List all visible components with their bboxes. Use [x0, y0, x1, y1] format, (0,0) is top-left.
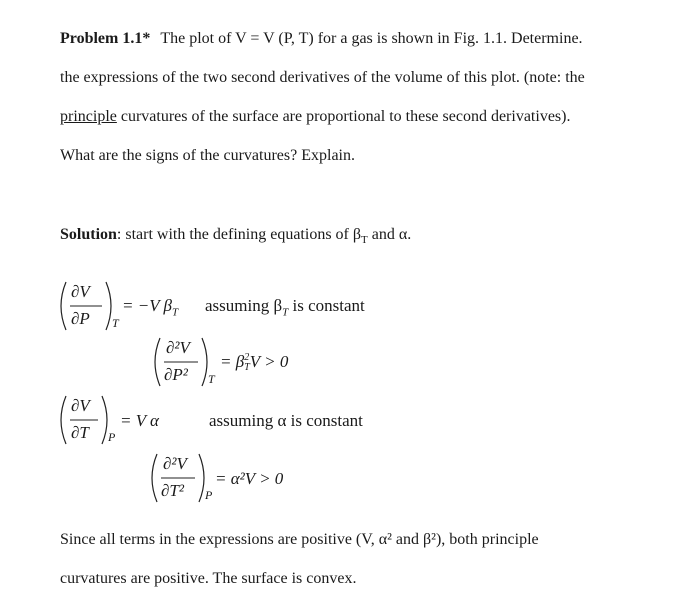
equation-2-numerator: ∂²V	[166, 338, 190, 357]
equation-1-derivative	[56, 278, 120, 336]
equation-1-note-text: assuming β	[205, 296, 283, 315]
problem-heading: Problem 1.1*	[60, 30, 151, 47]
equation-2-rhs	[220, 352, 288, 373]
equation-2-rhs-subscript: T	[244, 362, 250, 374]
equation-2-subscript: T	[208, 372, 215, 386]
problem-line-1	[60, 30, 583, 48]
problem-line-1-text: The plot of V = V (P, T) for a gas is shown in Fig. 1.1. Determine.	[160, 30, 583, 47]
solution-line	[60, 226, 411, 246]
equation-4-subscript: P	[205, 488, 213, 502]
equation-4-derivative	[147, 450, 211, 508]
equation-4-rhs: = α²V > 0	[215, 469, 284, 488]
equation-3-denominator: ∂T	[71, 423, 89, 442]
equation-3-derivative	[56, 392, 120, 450]
solution-text-subscript: T	[361, 234, 368, 247]
equation-1-rhs-subscript: T	[172, 306, 179, 319]
equation-2-derivative	[150, 334, 214, 392]
equation-1-note	[205, 296, 365, 318]
equation-3-numerator: ∂V	[71, 396, 90, 415]
equation-2-rhs-superscript: 2	[244, 352, 250, 364]
solution-text: : start with the defining equations of β	[116, 226, 362, 243]
equation-2-rhs-end: V > 0	[249, 352, 289, 371]
problem-line-3-text: curvatures of the surface are proportional to these second derivatives).	[116, 108, 571, 125]
solution-text-end: and α.	[367, 226, 412, 243]
equation-2-denominator: ∂P²	[164, 365, 188, 384]
underlined-word: principle	[60, 108, 117, 125]
solution-label: Solution	[60, 226, 117, 243]
equation-3-rhs: = V α	[120, 411, 159, 430]
equation-1-subscript: T	[112, 316, 119, 330]
equation-1-rhs-text: = −V β	[122, 296, 172, 315]
problem-line-4: What are the signs of the curvatures? Explain.	[60, 147, 355, 164]
conclusion-line-1: Since all terms in the expressions are positive (V, α² and β²), both principle	[60, 531, 539, 548]
equation-3-note: assuming α is constant	[209, 411, 363, 430]
problem-line-3	[60, 108, 570, 126]
equation-3-subscript: P	[108, 430, 116, 444]
problem-line-2: the expressions of the two second derivatives of the volume of this plot. (note: the	[60, 69, 585, 86]
equation-1-numerator: ∂V	[71, 282, 90, 301]
equation-1-note-end: is constant	[288, 296, 365, 315]
equation-4-denominator: ∂T²	[161, 481, 184, 500]
equation-4-numerator: ∂²V	[163, 454, 187, 473]
equation-1-note-subscript: T	[282, 306, 289, 319]
equation-1-denominator: ∂P	[71, 309, 90, 328]
equation-2-rhs-text: = β	[220, 352, 245, 371]
equation-1-rhs	[122, 296, 178, 318]
conclusion-line-2: curvatures are positive. The surface is convex.	[60, 570, 357, 587]
